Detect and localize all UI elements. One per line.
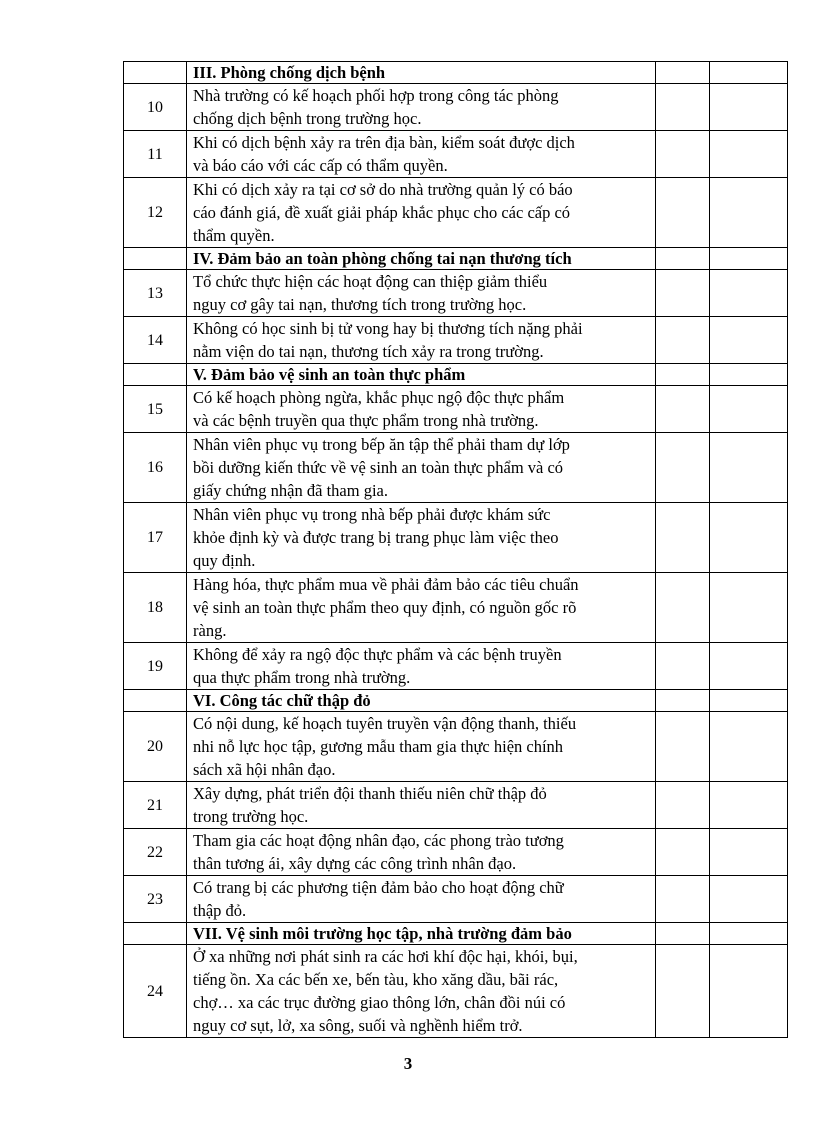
criterion-text-line: Nhà trường có kế hoạch phối hợp trong công tác phòng bbox=[193, 86, 559, 105]
criterion-text bbox=[187, 270, 656, 317]
criterion-text bbox=[187, 876, 656, 923]
criterion-row bbox=[124, 782, 788, 829]
criterion-text-line: Hàng hóa, thực phẩm mua về phải đảm bảo các tiêu chuẩn bbox=[193, 575, 579, 594]
assessment-cell bbox=[656, 270, 710, 317]
assessment-cell bbox=[656, 317, 710, 364]
page-number: 3 bbox=[403, 1054, 413, 1073]
criterion-number: 17 bbox=[124, 503, 187, 573]
section-title: VII. Vệ sinh môi trường học tập, nhà trường đảm bảo bbox=[187, 923, 656, 945]
assessment-cell bbox=[656, 433, 710, 503]
section-number-cell bbox=[124, 364, 187, 386]
criterion-text-line: giấy chứng nhận đã tham gia. bbox=[193, 481, 388, 500]
section-empty-cell bbox=[656, 62, 710, 84]
criterion-row bbox=[124, 876, 788, 923]
section-empty-cell bbox=[656, 690, 710, 712]
criterion-text-line: Tham gia các hoạt động nhân đạo, các phong trào tương bbox=[193, 831, 564, 850]
assessment-cell bbox=[710, 782, 788, 829]
assessment-cell bbox=[710, 573, 788, 643]
criterion-text-line: khỏe định kỳ và được trang bị trang phục làm việc theo bbox=[193, 528, 559, 547]
criterion-text-line: và báo cáo với các cấp có thẩm quyền. bbox=[193, 156, 448, 175]
assessment-cell bbox=[710, 270, 788, 317]
assessment-cell bbox=[710, 945, 788, 1038]
section-title: V. Đảm bảo vệ sinh an toàn thực phẩm bbox=[187, 364, 656, 386]
criterion-number: 21 bbox=[124, 782, 187, 829]
assessment-cell bbox=[710, 317, 788, 364]
criterion-text bbox=[187, 433, 656, 503]
assessment-cell bbox=[656, 945, 710, 1038]
criterion-text-line: quy định. bbox=[193, 551, 256, 570]
assessment-cell bbox=[656, 386, 710, 433]
criterion-text bbox=[187, 503, 656, 573]
section-header-row bbox=[124, 62, 788, 84]
criterion-text bbox=[187, 712, 656, 782]
section-number-cell bbox=[124, 62, 187, 84]
section-number-cell bbox=[124, 690, 187, 712]
assessment-cell bbox=[710, 178, 788, 248]
criterion-text-line: vệ sinh an toàn thực phẩm theo quy định, có nguồn gốc rõ bbox=[193, 598, 577, 617]
criterion-text-line: nhi nỗ lực học tập, gương mẫu tham gia thực hiện chính bbox=[193, 737, 564, 756]
section-header-row bbox=[124, 923, 788, 945]
section-number-cell bbox=[124, 248, 187, 270]
criteria-table bbox=[123, 61, 788, 1038]
section-empty-cell bbox=[656, 364, 710, 386]
criterion-number: 18 bbox=[124, 573, 187, 643]
criterion-number: 22 bbox=[124, 829, 187, 876]
section-empty-cell bbox=[710, 690, 788, 712]
criterion-text bbox=[187, 782, 656, 829]
criterion-number: 16 bbox=[124, 433, 187, 503]
criterion-row bbox=[124, 503, 788, 573]
criterion-text-line: Xây dựng, phát triển đội thanh thiếu niên chữ thập đỏ bbox=[193, 784, 547, 803]
criterion-text bbox=[187, 643, 656, 690]
criterion-text-line: Có nội dung, kế hoạch tuyên truyền vận động thanh, thiếu bbox=[193, 714, 577, 733]
criterion-text-line: nguy cơ sụt, lở, xa sông, suối và nghềnh hiểm trở. bbox=[193, 1016, 523, 1035]
assessment-cell bbox=[656, 178, 710, 248]
section-header-row bbox=[124, 248, 788, 270]
criterion-row bbox=[124, 178, 788, 248]
assessment-cell bbox=[656, 782, 710, 829]
criterion-text-line: Khi có dịch bệnh xảy ra trên địa bàn, kiểm soát được dịch bbox=[193, 133, 575, 152]
assessment-cell bbox=[710, 433, 788, 503]
assessment-cell bbox=[710, 876, 788, 923]
criterion-text-line: qua thực phẩm trong nhà trường. bbox=[193, 668, 411, 687]
criterion-number: 13 bbox=[124, 270, 187, 317]
criterion-text-line: Tổ chức thực hiện các hoạt động can thiệp giảm thiểu bbox=[193, 272, 548, 291]
criterion-text-line: nằm viện do tai nạn, thương tích xảy ra trong trường. bbox=[193, 342, 544, 361]
criterion-row bbox=[124, 643, 788, 690]
criterion-text-line: bồi dưỡng kiến thức về vệ sinh an toàn thực phẩm và có bbox=[193, 458, 564, 477]
criterion-text-line: và các bệnh truyền qua thực phẩm trong nhà trường. bbox=[193, 411, 539, 430]
criterion-row bbox=[124, 84, 788, 131]
criterion-text bbox=[187, 829, 656, 876]
criterion-text bbox=[187, 573, 656, 643]
criterion-text-line: trong trường học. bbox=[193, 807, 309, 826]
criterion-text-line: Nhân viên phục vụ trong bếp ăn tập thể phải tham dự lớp bbox=[193, 435, 570, 454]
assessment-cell bbox=[656, 876, 710, 923]
criterion-number: 11 bbox=[124, 131, 187, 178]
criterion-row bbox=[124, 131, 788, 178]
assessment-cell bbox=[656, 573, 710, 643]
criterion-row bbox=[124, 945, 788, 1038]
criterion-number: 15 bbox=[124, 386, 187, 433]
criteria-table-body bbox=[124, 62, 788, 1038]
assessment-cell bbox=[656, 503, 710, 573]
criterion-text bbox=[187, 131, 656, 178]
assessment-cell bbox=[710, 712, 788, 782]
criterion-number: 12 bbox=[124, 178, 187, 248]
section-empty-cell bbox=[710, 62, 788, 84]
criterion-text bbox=[187, 84, 656, 131]
section-number-cell bbox=[124, 923, 187, 945]
criterion-text-line: cáo đánh giá, đề xuất giải pháp khắc phục cho các cấp có bbox=[193, 203, 571, 222]
section-empty-cell bbox=[656, 923, 710, 945]
assessment-cell bbox=[656, 829, 710, 876]
section-empty-cell bbox=[710, 248, 788, 270]
criterion-number: 23 bbox=[124, 876, 187, 923]
criterion-row bbox=[124, 829, 788, 876]
section-title: III. Phòng chống dịch bệnh bbox=[187, 62, 656, 84]
assessment-cell bbox=[656, 84, 710, 131]
criterion-text-line: thân tương ái, xây dựng các công trình nhân đạo. bbox=[193, 854, 517, 873]
section-title: VI. Công tác chữ thập đỏ bbox=[187, 690, 656, 712]
criterion-text-line: Khi có dịch xảy ra tại cơ sở do nhà trường quản lý có báo bbox=[193, 180, 573, 199]
criterion-row bbox=[124, 270, 788, 317]
criterion-number: 19 bbox=[124, 643, 187, 690]
criterion-text-line: Không để xảy ra ngộ độc thực phẩm và các bệnh truyền bbox=[193, 645, 562, 664]
criterion-row bbox=[124, 433, 788, 503]
criterion-number: 24 bbox=[124, 945, 187, 1038]
assessment-cell bbox=[710, 84, 788, 131]
criterion-text-line: tiếng ồn. Xa các bến xe, bến tàu, kho xăng dầu, bãi rác, bbox=[193, 970, 559, 989]
criterion-text-line: Nhân viên phục vụ trong nhà bếp phải được khám sức bbox=[193, 505, 551, 524]
section-title: IV. Đảm bảo an toàn phòng chống tai nạn thương tích bbox=[187, 248, 656, 270]
criterion-text bbox=[187, 178, 656, 248]
section-header-row bbox=[124, 364, 788, 386]
criterion-text-line: Có kế hoạch phòng ngừa, khắc phục ngộ độc thực phẩm bbox=[193, 388, 565, 407]
assessment-cell bbox=[656, 643, 710, 690]
criterion-text bbox=[187, 386, 656, 433]
criterion-text-line: sách xã hội nhân đạo. bbox=[193, 760, 336, 779]
criterion-text-line: ràng. bbox=[193, 621, 227, 640]
assessment-cell bbox=[710, 503, 788, 573]
assessment-cell bbox=[710, 829, 788, 876]
criterion-text bbox=[187, 945, 656, 1038]
section-empty-cell bbox=[656, 248, 710, 270]
criterion-row bbox=[124, 712, 788, 782]
section-header-row bbox=[124, 690, 788, 712]
criterion-number: 10 bbox=[124, 84, 187, 131]
section-empty-cell bbox=[710, 923, 788, 945]
criterion-number: 14 bbox=[124, 317, 187, 364]
criterion-row bbox=[124, 317, 788, 364]
criterion-text-line: Ở xa những nơi phát sinh ra các hơi khí độc hại, khói, bụi, bbox=[193, 947, 578, 966]
assessment-cell bbox=[656, 712, 710, 782]
criterion-text-line: thẩm quyền. bbox=[193, 226, 275, 245]
criterion-text-line: chống dịch bệnh trong trường học. bbox=[193, 109, 422, 128]
criterion-text-line: thập đỏ. bbox=[193, 901, 247, 920]
criterion-text-line: chợ… xa các trục đường giao thông lớn, chân đồi núi có bbox=[193, 993, 566, 1012]
criterion-row bbox=[124, 386, 788, 433]
section-empty-cell bbox=[710, 364, 788, 386]
criterion-text-line: Không có học sinh bị tử vong hay bị thương tích nặng phải bbox=[193, 319, 583, 338]
assessment-cell bbox=[710, 131, 788, 178]
assessment-cell bbox=[710, 386, 788, 433]
criterion-text-line: Có trang bị các phương tiện đảm bảo cho hoạt động chữ bbox=[193, 878, 564, 897]
criterion-row bbox=[124, 573, 788, 643]
assessment-cell bbox=[656, 131, 710, 178]
criterion-text bbox=[187, 317, 656, 364]
criterion-number: 20 bbox=[124, 712, 187, 782]
criterion-text-line: nguy cơ gây tai nạn, thương tích trong trường học. bbox=[193, 295, 527, 314]
assessment-cell bbox=[710, 643, 788, 690]
